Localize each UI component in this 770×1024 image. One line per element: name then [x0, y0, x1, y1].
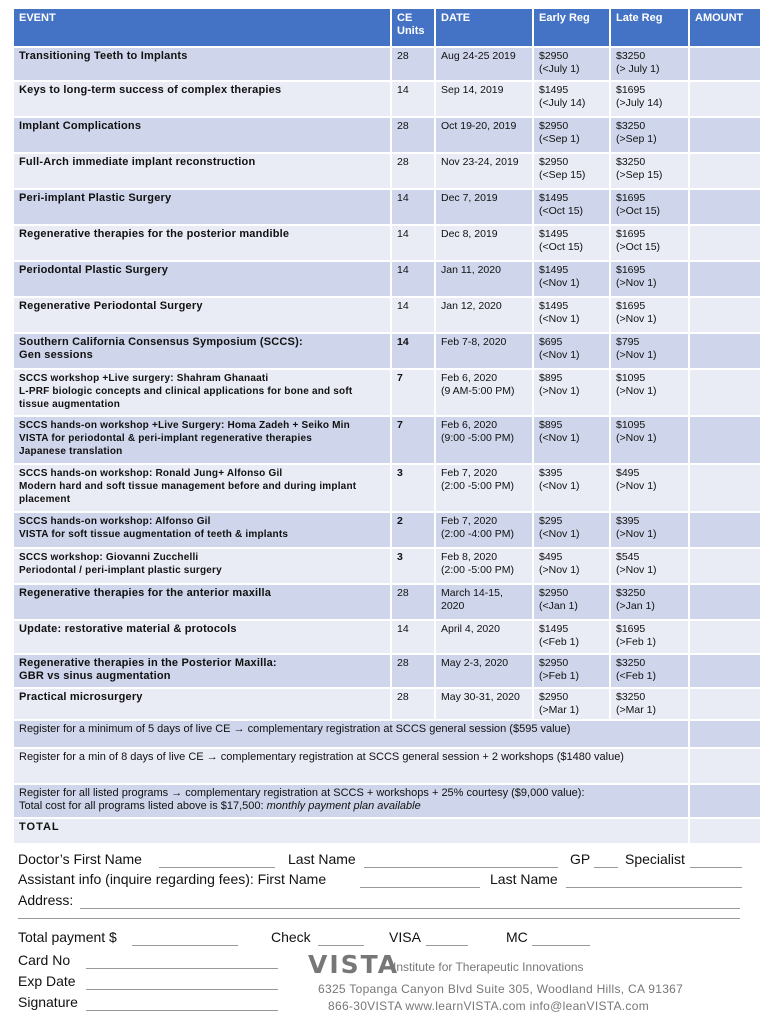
ce-units-cell: 3 — [391, 548, 435, 584]
table-row — [13, 688, 761, 720]
date-cell: Feb 8, 2020 (2:00 -5:00 PM) — [435, 548, 533, 584]
amount-cell[interactable] — [689, 654, 761, 688]
date-cell: March 14-15, 2020 — [435, 584, 533, 620]
visa-label: VISA — [389, 929, 421, 945]
late-reg-cell: $1695 (>Nov 1) — [610, 297, 689, 333]
late-reg-cell: $1695 (>Feb 1) — [610, 620, 689, 654]
table-row — [13, 333, 761, 369]
registration-table — [12, 7, 762, 845]
event-cell: Update: restorative material & protocols — [13, 620, 391, 654]
ce-units-cell: 28 — [391, 688, 435, 720]
total-payment-label: Total payment $ — [18, 929, 117, 945]
event-cell: SCCS hands-on workshop: Alfonso Gil VISTA for soft tissue augmentation of teeth & implants — [13, 512, 391, 548]
total-amount-cell[interactable] — [689, 818, 761, 844]
late-reg-cell: $1695 (>July 14) — [610, 81, 689, 117]
ce-units-cell: 14 — [391, 261, 435, 297]
event-cell: Southern California Consensus Symposium (SCCS): Gen sessions — [13, 333, 391, 369]
early-reg-cell: $1495 (<Oct 15) — [533, 189, 610, 225]
ce-units-cell: 14 — [391, 225, 435, 261]
ce-units-cell: 28 — [391, 47, 435, 81]
amount-cell[interactable] — [689, 784, 761, 818]
offer-text — [13, 720, 689, 748]
ce-units-cell: 7 — [391, 416, 435, 464]
signature-label: Signature — [18, 994, 78, 1010]
mc-label: MC — [506, 929, 528, 945]
late-reg-cell: $3250 (> July 1) — [610, 47, 689, 81]
card-no-label: Card No — [18, 952, 71, 968]
table-row — [13, 369, 761, 416]
event-cell: Implant Complications — [13, 117, 391, 153]
total-label: TOTAL — [13, 818, 689, 844]
date-cell: Feb 7, 2020 (2:00 -4:00 PM) — [435, 512, 533, 548]
event-cell: Regenerative therapies in the Posterior Maxilla: GBR vs sinus augmentation — [13, 654, 391, 688]
table-row — [13, 584, 761, 620]
amount-cell[interactable] — [689, 548, 761, 584]
early-reg-cell: $295 (<Nov 1) — [533, 512, 610, 548]
offer-line: Register for a minimum of 5 days of live CE → complementary registration at SCCS general session ($595 value) — [19, 723, 571, 735]
offer-row — [13, 720, 761, 748]
late-reg-cell: $1695 (>Oct 15) — [610, 189, 689, 225]
table-row — [13, 654, 761, 688]
date-cell: Aug 24-25 2019 — [435, 47, 533, 81]
early-reg-cell: $2950 (>Feb 1) — [533, 654, 610, 688]
early-reg-cell: $1495 (<Nov 1) — [533, 261, 610, 297]
address-field[interactable] — [80, 907, 740, 909]
amount-cell[interactable] — [689, 225, 761, 261]
table-row — [13, 261, 761, 297]
gp-field[interactable] — [594, 866, 618, 868]
early-reg-cell: $2950 (<Jan 1) — [533, 584, 610, 620]
event-cell: Peri-implant Plastic Surgery — [13, 189, 391, 225]
assistant-first-name-label: Assistant info (inquire regarding fees): First Name — [18, 871, 327, 887]
event-cell: SCCS workshop: Giovanni Zucchelli Periodontal / peri-implant plastic surgery — [13, 548, 391, 584]
total-payment-field[interactable] — [132, 944, 238, 946]
ce-units-cell: 28 — [391, 654, 435, 688]
late-reg-cell: $1095 (>Nov 1) — [610, 369, 689, 416]
event-cell: Transitioning Teeth to Implants — [13, 47, 391, 81]
event-cell: Regenerative therapies for the posterior mandible — [13, 225, 391, 261]
last-name-label: Last Name — [288, 851, 356, 867]
late-reg-cell: $395 (>Nov 1) — [610, 512, 689, 548]
doctor-first-name-field[interactable] — [159, 866, 275, 868]
vista-logo: VISTA — [308, 950, 400, 979]
doctor-first-name-label: Doctor’s First Name — [18, 851, 142, 867]
table-header-row — [13, 8, 761, 47]
late-reg-cell: $1695 (>Oct 15) — [610, 225, 689, 261]
assistant-last-name-label: Last Name — [490, 871, 558, 887]
early-reg-cell: $1495 (<July 14) — [533, 81, 610, 117]
date-cell: Dec 8, 2019 — [435, 225, 533, 261]
late-reg-cell: $3250 (>Sep 1) — [610, 117, 689, 153]
gp-label: GP — [570, 851, 591, 867]
early-reg-cell: $2950 (<Sep 15) — [533, 153, 610, 189]
late-reg-cell: $495 (>Nov 1) — [610, 464, 689, 512]
event-cell: Regenerative therapies for the anterior maxilla — [13, 584, 391, 620]
table-row — [13, 47, 761, 81]
table-row — [13, 548, 761, 584]
event-cell: SCCS hands-on workshop: Ronald Jung+ Alfonso Gil Modern hard and soft tissue management before and during implant placement — [13, 464, 391, 512]
late-reg-cell: $545 (>Nov 1) — [610, 548, 689, 584]
address-field-line-2[interactable] — [18, 917, 740, 919]
logo-tagline: Institute for Therapeutic Innovations — [393, 960, 584, 974]
amount-cell[interactable] — [689, 333, 761, 369]
table-row — [13, 153, 761, 189]
amount-cell[interactable] — [689, 584, 761, 620]
ce-units-cell: 28 — [391, 117, 435, 153]
event-cell: SCCS workshop +Live surgery: Shahram Ghanaati L-PRF biologic concepts and clinical applications for bone and soft tissue augmentation — [13, 369, 391, 416]
header-amount: AMOUNT — [689, 8, 761, 47]
ce-units-cell: 14 — [391, 81, 435, 117]
ce-units-cell: 7 — [391, 369, 435, 416]
amount-cell[interactable] — [689, 512, 761, 548]
event-cell: SCCS hands-on workshop +Live Surgery: Homa Zadeh + Seiko Min VISTA for periodontal & peri-implant regenerative therapies Japanese translation — [13, 416, 391, 464]
date-cell: April 4, 2020 — [435, 620, 533, 654]
amount-cell[interactable] — [689, 117, 761, 153]
early-reg-cell: $895 (<Nov 1) — [533, 416, 610, 464]
early-reg-cell: $495 (>Nov 1) — [533, 548, 610, 584]
specialist-label: Specialist — [625, 851, 685, 867]
offer-total-line — [19, 800, 683, 813]
amount-cell[interactable] — [689, 748, 761, 784]
early-reg-cell: $895 (>Nov 1) — [533, 369, 610, 416]
offer-row — [13, 748, 761, 784]
check-box[interactable] — [318, 944, 364, 946]
early-reg-cell: $2950 (>Mar 1) — [533, 688, 610, 720]
offer-line: Register for a min of 8 days of live CE → complementary registration at SCCS general session + 2 workshops ($1480 value) — [19, 751, 624, 763]
ce-units-cell: 14 — [391, 333, 435, 369]
footer-contact: 866-30VISTA www.learnVISTA.com info@leanVISTA.com — [328, 999, 650, 1013]
date-cell: May 30-31, 2020 — [435, 688, 533, 720]
footer-address: 6325 Topanga Canyon Blvd Suite 305, Woodland Hills, CA 91367 — [318, 982, 684, 996]
date-cell: Feb 7-8, 2020 — [435, 333, 533, 369]
header-late-reg: Late Reg — [610, 8, 689, 47]
ce-units-cell: 3 — [391, 464, 435, 512]
event-cell: Practical microsurgery — [13, 688, 391, 720]
table-row — [13, 81, 761, 117]
early-reg-cell: $395 (<Nov 1) — [533, 464, 610, 512]
early-reg-cell: $1495 (<Nov 1) — [533, 297, 610, 333]
date-cell: Feb 6, 2020 (9:00 -5:00 PM) — [435, 416, 533, 464]
mc-box[interactable] — [532, 944, 590, 946]
offer-total-text: Total cost for all programs listed above is $17,500: — [19, 800, 267, 812]
amount-cell[interactable] — [689, 464, 761, 512]
ce-units-cell: 14 — [391, 297, 435, 333]
amount-cell[interactable] — [689, 153, 761, 189]
late-reg-cell: $1095 (>Nov 1) — [610, 416, 689, 464]
ce-units-cell: 2 — [391, 512, 435, 548]
event-cell: Regenerative Periodontal Surgery — [13, 297, 391, 333]
amount-cell[interactable] — [689, 81, 761, 117]
header-event: EVENT — [13, 8, 391, 47]
assistant-first-name-field[interactable] — [360, 886, 480, 888]
date-cell: Oct 19-20, 2019 — [435, 117, 533, 153]
card-no-field[interactable] — [86, 967, 278, 969]
date-cell: Nov 23-24, 2019 — [435, 153, 533, 189]
amount-cell[interactable] — [689, 297, 761, 333]
table-row — [13, 464, 761, 512]
date-cell: Dec 7, 2019 — [435, 189, 533, 225]
offer-text — [13, 784, 689, 818]
table-row — [13, 117, 761, 153]
offer-row — [13, 784, 761, 818]
exp-date-field[interactable] — [86, 988, 278, 990]
amount-cell[interactable] — [689, 620, 761, 654]
date-cell: May 2-3, 2020 — [435, 654, 533, 688]
event-cell: Full-Arch immediate implant reconstruction — [13, 153, 391, 189]
late-reg-cell: $3250 (>Sep 15) — [610, 153, 689, 189]
header-ce-units: CE Units — [391, 8, 435, 47]
table-row — [13, 225, 761, 261]
specialist-field[interactable] — [690, 866, 742, 868]
early-reg-cell: $1495 (<Oct 15) — [533, 225, 610, 261]
visa-box[interactable] — [426, 944, 468, 946]
date-cell: Feb 7, 2020 (2:00 -5:00 PM) — [435, 464, 533, 512]
ce-units-cell: 14 — [391, 189, 435, 225]
assistant-last-name-field[interactable] — [566, 886, 742, 888]
ce-units-cell: 28 — [391, 153, 435, 189]
signature-field[interactable] — [86, 1009, 278, 1011]
table-row — [13, 416, 761, 464]
late-reg-cell: $1695 (>Nov 1) — [610, 261, 689, 297]
amount-cell[interactable] — [689, 720, 761, 748]
address-label: Address: — [18, 892, 74, 908]
header-date: DATE — [435, 8, 533, 47]
ce-units-cell: 14 — [391, 620, 435, 654]
last-name-field[interactable] — [364, 866, 558, 868]
amount-cell[interactable] — [689, 189, 761, 225]
table-row — [13, 620, 761, 654]
check-label: Check — [271, 929, 311, 945]
date-cell: Jan 11, 2020 — [435, 261, 533, 297]
late-reg-cell: $3250 (>Jan 1) — [610, 584, 689, 620]
date-cell: Sep 14, 2019 — [435, 81, 533, 117]
header-early-reg: Early Reg — [533, 8, 610, 47]
event-cell: Keys to long-term success of complex therapies — [13, 81, 391, 117]
exp-date-label: Exp Date — [18, 973, 76, 989]
early-reg-cell: $2950 (<Sep 1) — [533, 117, 610, 153]
amount-cell[interactable] — [689, 688, 761, 720]
date-cell: Jan 12, 2020 — [435, 297, 533, 333]
table-row — [13, 189, 761, 225]
early-reg-cell: $695 (<Nov 1) — [533, 333, 610, 369]
payment-plan-note: monthly payment plan available — [266, 800, 421, 812]
late-reg-cell: $795 (>Nov 1) — [610, 333, 689, 369]
late-reg-cell: $3250 (>Mar 1) — [610, 688, 689, 720]
event-cell: Periodontal Plastic Surgery — [13, 261, 391, 297]
table-row — [13, 512, 761, 548]
late-reg-cell: $3250 (<Feb 1) — [610, 654, 689, 688]
offer-line: Register for all listed programs → complementary registration at SCCS + workshops + 25% courtesy ($9,000 value): — [19, 787, 585, 799]
early-reg-cell: $1495 (<Feb 1) — [533, 620, 610, 654]
amount-cell[interactable] — [689, 369, 761, 416]
table-row — [13, 297, 761, 333]
amount-cell[interactable] — [689, 416, 761, 464]
amount-cell[interactable] — [689, 47, 761, 81]
offer-text — [13, 748, 689, 784]
date-cell: Feb 6, 2020 (9 AM-5:00 PM) — [435, 369, 533, 416]
ce-units-cell: 28 — [391, 584, 435, 620]
total-row — [13, 818, 761, 844]
early-reg-cell: $2950 (<July 1) — [533, 47, 610, 81]
amount-cell[interactable] — [689, 261, 761, 297]
